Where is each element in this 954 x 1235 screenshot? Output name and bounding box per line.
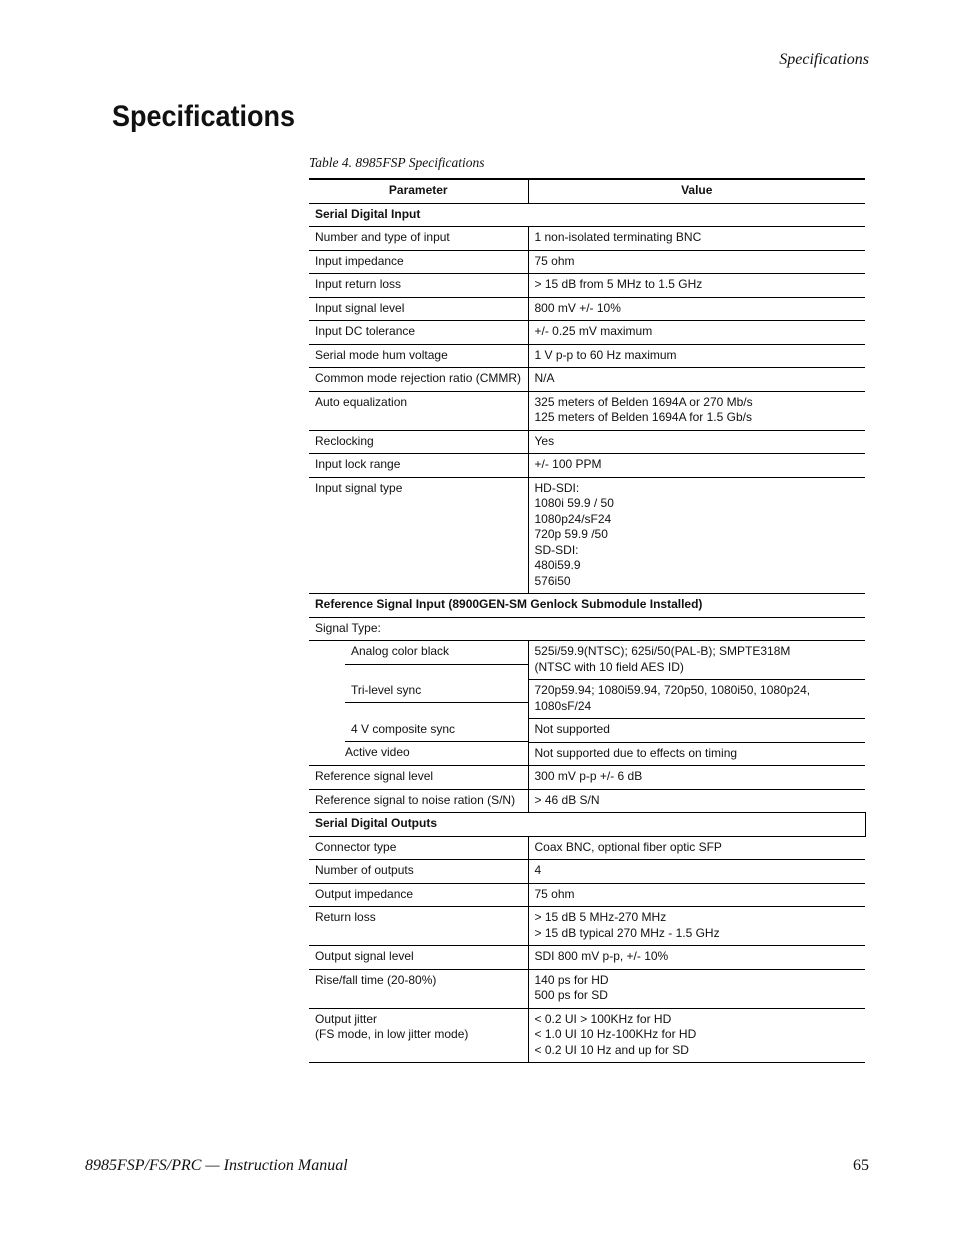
table-row xyxy=(309,1008,865,1063)
parameter-cell xyxy=(309,680,528,719)
value-cell-line: 300 mV p-p +/- 6 dB xyxy=(534,769,643,783)
value-cell-line: 140 ps for HD xyxy=(534,972,609,987)
parameter-cell xyxy=(309,946,528,970)
sub-parameter: 4 V composite sync xyxy=(345,719,528,743)
value-cell-line: SDI 800 mV p-p, +/- 10% xyxy=(534,949,669,963)
parameter-cell xyxy=(309,641,528,680)
column-header-parameter: Parameter xyxy=(309,179,528,203)
table-row xyxy=(309,969,865,1008)
value-cell-line: 576i50 xyxy=(534,573,571,588)
table-row xyxy=(309,274,865,298)
value-cell-line: 1 V p-p to 60 Hz maximum xyxy=(534,347,677,362)
table-row xyxy=(309,344,865,368)
value-cell-line: 525i/59.9(NTSC); 625i/50(PAL-B); SMPTE318M xyxy=(534,644,791,658)
parameter-cell-line: Output jitter xyxy=(315,1011,378,1026)
value-cell-line: Not supported due to effects on timing xyxy=(534,745,738,760)
table-header-row xyxy=(309,179,865,203)
table-caption: Table 4. 8985FSP Specifications xyxy=(309,155,485,170)
parameter-cell: Input signal level xyxy=(309,297,528,321)
table-row xyxy=(309,227,865,251)
parameter-cell-line: Output signal level xyxy=(315,949,414,963)
page-number: 65 xyxy=(853,1157,869,1174)
value-cell-line: 125 meters of Belden 1694A for 1.5 Gb/s xyxy=(534,410,752,424)
table-row xyxy=(309,789,865,813)
value-cell-line: 75 ohm xyxy=(534,253,575,268)
table-row xyxy=(309,883,865,907)
value-cell xyxy=(528,477,865,594)
section-row xyxy=(309,594,865,618)
value-cell xyxy=(528,641,865,680)
table-row xyxy=(309,907,865,946)
table-row xyxy=(309,641,865,680)
signal-type-row xyxy=(309,617,865,641)
value-cell-line: 325 meters of Belden 1694A or 270 Mb/s xyxy=(534,394,753,409)
parameter-cell-line: Output impedance xyxy=(315,886,414,901)
value-cell-line: 75 ohm xyxy=(534,886,575,901)
parameter-cell xyxy=(309,860,528,884)
parameter-cell: Common mode rejection ratio (CMMR) xyxy=(309,368,528,392)
value-cell-line: < 0.2 UI > 100KHz for HD xyxy=(534,1011,672,1026)
value-cell-line: Yes xyxy=(534,433,555,448)
parameter-cell xyxy=(309,719,528,743)
parameter-cell xyxy=(309,907,528,946)
parameter-cell: Input DC tolerance xyxy=(309,321,528,345)
value-cell xyxy=(528,454,865,478)
value-cell-line: 800 mV +/- 10% xyxy=(534,300,621,315)
value-cell-line: < 1.0 UI 10 Hz-100KHz for HD xyxy=(534,1027,697,1041)
value-cell xyxy=(528,680,865,719)
table-row xyxy=(309,368,865,392)
value-cell xyxy=(528,969,865,1008)
value-cell-line: > 46 dB S/N xyxy=(534,792,600,807)
table-row xyxy=(309,297,865,321)
value-cell xyxy=(528,860,865,884)
signal-type-label: Signal Type: xyxy=(309,617,865,641)
parameter-cell: Number and type of input xyxy=(309,227,528,251)
section-heading-serial-outputs: Serial Digital Outputs xyxy=(309,813,865,837)
parameter-cell: Reference signal to noise ration (S/N) xyxy=(309,789,528,813)
value-cell xyxy=(528,766,865,790)
parameter-cell: Reference signal level xyxy=(309,766,528,790)
value-cell xyxy=(528,274,865,298)
table-row xyxy=(309,321,865,345)
sub-parameter: Active video xyxy=(345,745,410,759)
parameter-cell: Serial mode hum voltage xyxy=(309,344,528,368)
value-cell xyxy=(528,907,865,946)
value-cell-line: 720p59.94; 1080i59.94, 720p50, 1080i50, 1080p24, 1080sF/24 xyxy=(534,683,811,713)
parameter-cell xyxy=(309,883,528,907)
parameter-cell: Auto equalization xyxy=(309,391,528,430)
value-cell-line: > 15 dB 5 MHz-270 MHz xyxy=(534,910,667,924)
column-header-value: Value xyxy=(528,179,865,203)
parameter-cell xyxy=(309,1008,528,1063)
value-cell xyxy=(528,719,865,743)
parameter-cell: Input return loss xyxy=(309,274,528,298)
table-row xyxy=(309,836,865,860)
value-cell xyxy=(528,789,865,813)
value-cell-line: < 0.2 UI 10 Hz and up for SD xyxy=(534,1042,689,1057)
parameter-cell-line: Return loss xyxy=(315,910,376,924)
table-row xyxy=(309,391,865,430)
running-header: Specifications xyxy=(779,51,869,68)
value-cell xyxy=(528,250,865,274)
table-row xyxy=(309,766,865,790)
value-cell-line: 1 non-isolated terminating BNC xyxy=(534,230,702,244)
value-cell-line: (NTSC with 10 field AES ID) xyxy=(534,659,684,674)
value-cell xyxy=(528,227,865,251)
table-row xyxy=(309,430,865,454)
parameter-cell-line: Number of outputs xyxy=(315,863,414,877)
value-cell-line: N/A xyxy=(534,371,555,385)
value-cell-line: > 15 dB from 5 MHz to 1.5 GHz xyxy=(534,277,703,291)
table-row xyxy=(309,250,865,274)
value-cell xyxy=(528,391,865,430)
value-cell xyxy=(528,883,865,907)
section-heading-reference-input: Reference Signal Input (8900GEN-SM Genlock Submodule Installed) xyxy=(309,594,865,618)
value-cell-line: +/- 0.25 mV maximum xyxy=(534,324,653,338)
table-row xyxy=(309,860,865,884)
value-cell-line: 480i59.9 xyxy=(534,558,581,572)
parameter-cell: Input lock range xyxy=(309,454,528,478)
value-cell-line: 1080p24/sF24 xyxy=(534,511,612,526)
value-cell-line: Coax BNC, optional fiber optic SFP xyxy=(534,839,722,854)
parameter-cell: Reclocking xyxy=(309,430,528,454)
value-cell-line: SD-SDI: xyxy=(534,542,579,557)
value-cell-line: Not supported xyxy=(534,722,610,736)
parameter-cell: Input signal type xyxy=(309,477,528,594)
parameter-cell-line: (FS mode, in low jitter mode) xyxy=(315,1027,469,1041)
value-cell-line: > 15 dB typical 270 MHz - 1.5 GHz xyxy=(534,925,720,940)
parameter-cell-line: Connector type xyxy=(315,839,397,854)
sub-parameter: Tri-level sync xyxy=(345,680,528,704)
value-cell xyxy=(528,368,865,392)
value-cell xyxy=(528,344,865,368)
value-cell xyxy=(528,742,865,766)
parameter-cell: Input impedance xyxy=(309,250,528,274)
parameter-cell xyxy=(309,742,528,766)
value-cell-line: 720p 59.9 /50 xyxy=(534,527,608,541)
footer-manual-title: 8985FSP/FS/PRC — Instruction Manual xyxy=(85,1157,348,1174)
parameter-cell-line: Rise/fall time (20-80%) xyxy=(315,972,437,987)
table-row xyxy=(309,680,865,719)
section-row xyxy=(309,203,865,227)
table-row xyxy=(309,454,865,478)
table-body xyxy=(309,203,865,1063)
value-cell xyxy=(528,946,865,970)
section-row xyxy=(309,813,865,837)
table-row xyxy=(309,946,865,970)
value-cell xyxy=(528,430,865,454)
value-cell-line: +/- 100 PPM xyxy=(534,457,602,471)
section-heading-serial-input: Serial Digital Input xyxy=(309,203,865,227)
value-cell-line: HD-SDI: xyxy=(534,480,580,495)
specifications-table xyxy=(309,178,866,1063)
sub-parameter: Analog color black xyxy=(345,641,528,665)
page-title: Specifications xyxy=(112,100,296,133)
value-cell xyxy=(528,836,865,860)
table-row xyxy=(309,477,865,594)
value-cell-line: 1080i 59.9 / 50 xyxy=(534,496,614,510)
table-row xyxy=(309,719,865,743)
value-cell xyxy=(528,297,865,321)
table-row xyxy=(309,742,865,766)
parameter-cell xyxy=(309,969,528,1008)
value-cell-line: 500 ps for SD xyxy=(534,988,608,1002)
parameter-cell xyxy=(309,836,528,860)
value-cell xyxy=(528,321,865,345)
value-cell-line: 4 xyxy=(534,863,542,877)
value-cell xyxy=(528,1008,865,1063)
